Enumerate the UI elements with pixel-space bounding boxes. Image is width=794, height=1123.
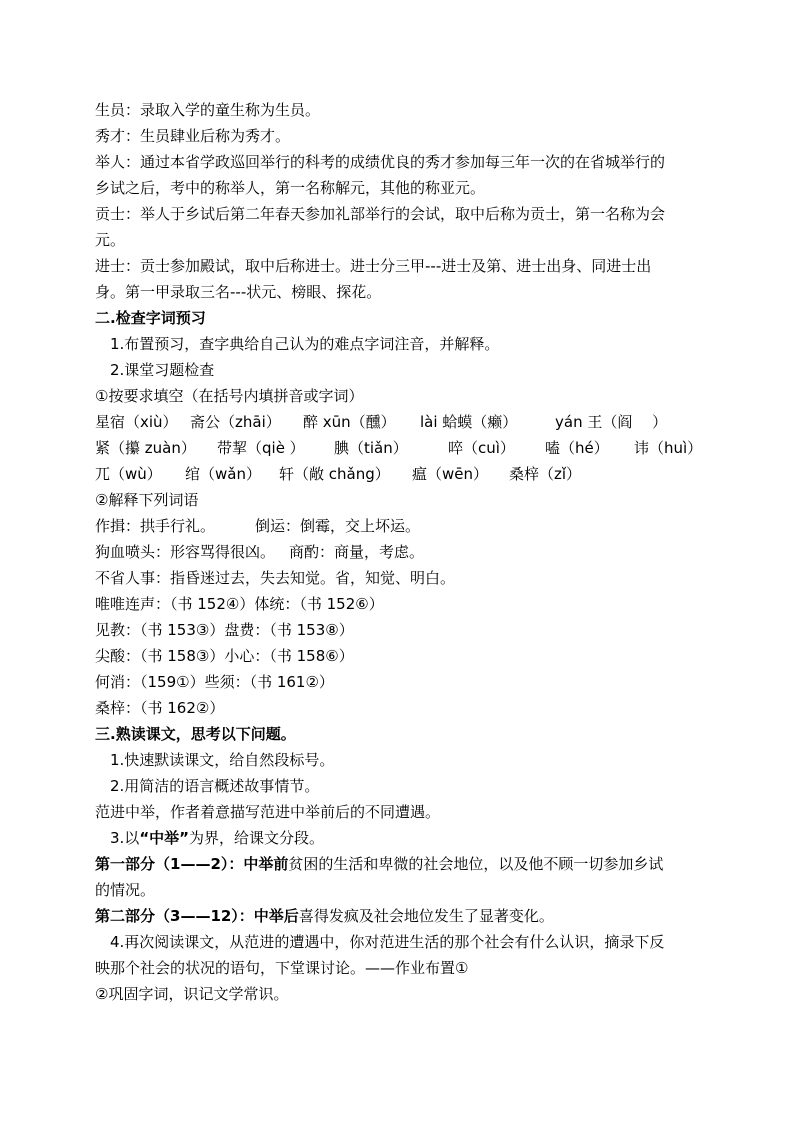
vocab-item: 醉 xūn（醺） — [303, 413, 396, 431]
definition: 狗血喷头：形容骂得很凶。 — [95, 543, 276, 561]
text-line: 贡士：举人于乡试后第二年春天参加礼部举行的会试，取中后称为贡士，第一名称为会 — [95, 205, 666, 223]
text-line: 见教：（书 153③）盘费：（书 153⑧） — [95, 621, 354, 639]
text-line: 身。第一甲录取三名---状元、榜眼、探花。 — [95, 283, 382, 301]
vocab-item: 瘟（wēn） — [412, 465, 489, 483]
text-line: ②巩固字词，识记文学常识。 — [95, 985, 289, 1003]
section-heading-3: 三.熟读课文，思考以下问题。 — [95, 725, 296, 743]
text-line: 2.课堂习题检查 — [110, 361, 215, 379]
text-line: 生员：录取入学的童生称为生员。 — [95, 101, 321, 119]
text-line: 范进中举，作者着意描写范进中举前后的不同遭遇。 — [95, 803, 441, 821]
text-line: 第一部分（1——2）：中举前贫困的生活和卑微的社会地位，以及他不顾一切参加乡试 — [95, 855, 664, 873]
vocab-item: 嗑（hé） — [545, 439, 609, 457]
vocab-item: 兀（wù） — [95, 465, 162, 483]
text-line: ②解释下列词语 — [95, 491, 199, 509]
part-label: 第一部分（1——2）：中举前 — [95, 855, 289, 873]
section-heading-2: 二.检查字词预习 — [95, 309, 206, 327]
vocab-item: 带挈（qiè ） — [217, 439, 305, 457]
emphasis: “中举” — [139, 829, 190, 847]
text-line: 进士：贡士参加殿试，取中后称进士。进士分三甲---进士及第、进士出身、同进士出 — [95, 257, 652, 275]
vocab-item: 星宿（xiù） — [95, 413, 178, 431]
text-line: 不省人事：指昏迷过去，失去知觉。省，知觉、明白。 — [95, 569, 456, 587]
text-line: 秀才：生员肆业后称为秀才。 — [95, 127, 291, 145]
vocab-item: 绾（wǎn） — [185, 465, 261, 483]
vocab-item: 轩（敞 chǎng） — [279, 465, 390, 483]
vocab-item: 桑梓（zǐ） — [509, 465, 582, 483]
text-line: 唯唯连声：（书 152④）体统：（书 152⑥） — [95, 595, 384, 613]
text-line: 1.快速默读课文，给自然段标号。 — [110, 751, 335, 769]
text-line: 举人：通过本省学政巡回举行的科考的成绩优良的秀才参加每三年一次的在省城举行的 — [95, 153, 666, 171]
vocab-row-1 — [95, 409, 706, 435]
vocab-item: 腆（tiǎn） — [334, 439, 408, 457]
text-line: 元。 — [95, 231, 126, 249]
text-line: 乡试之后，考中的称举人，第一名称解元，其他的称亚元。 — [95, 179, 486, 197]
text-line — [95, 513, 706, 539]
text-line: 2.用简洁的语言概述故事情节。 — [110, 777, 320, 795]
text-line: ①按要求填空（在括号内填拼音或字词） — [95, 387, 364, 405]
text-line: 尖酸：（书 158③）小心：（书 158⑥） — [95, 647, 354, 665]
text-line: 桑梓：（书 162②） — [95, 699, 225, 717]
vocab-item: 啐（cuì） — [448, 439, 515, 457]
part-label: 第二部分（3——12）：中举后 — [95, 907, 299, 925]
text-line: 何消：（159①）些须：（书 161②） — [95, 673, 334, 691]
text-line — [95, 539, 706, 565]
vocab-row-3 — [95, 461, 706, 487]
text-line: 映那个社会的状况的语句，下堂课讨论。——作业布置① — [95, 959, 469, 977]
vocab-item: yán 王（阎 ） — [555, 413, 668, 431]
text-line: 第二部分（3——12）：中举后喜得发疯及社会地位发生了显著变化。 — [95, 907, 554, 925]
text-line: 的情况。 — [95, 881, 156, 899]
vocab-row-2 — [95, 435, 706, 461]
vocab-item: 讳（huì） — [634, 439, 703, 457]
vocab-item: 斋公（zhāi） — [190, 413, 281, 431]
text-line: 4.再次阅读课文，从范进的遭遇中，你对范进生活的那个社会有什么认识，摘录下反 — [110, 933, 665, 951]
text-line: 3.以“中举”为界，给课文分段。 — [110, 829, 325, 847]
vocab-item: 紧（攥 zuàn） — [95, 439, 196, 457]
definition: 倒运：倒霉，交上坏运。 — [255, 517, 421, 535]
vocab-item: lài 蛤蟆（癞） — [420, 413, 518, 431]
definition: 作揖：拱手行礼。 — [95, 517, 216, 535]
definition: 商酌：商量，考虑。 — [289, 543, 425, 561]
text-line: 1.布置预习，查字典给自己认为的难点字词注音，并解释。 — [110, 335, 500, 353]
